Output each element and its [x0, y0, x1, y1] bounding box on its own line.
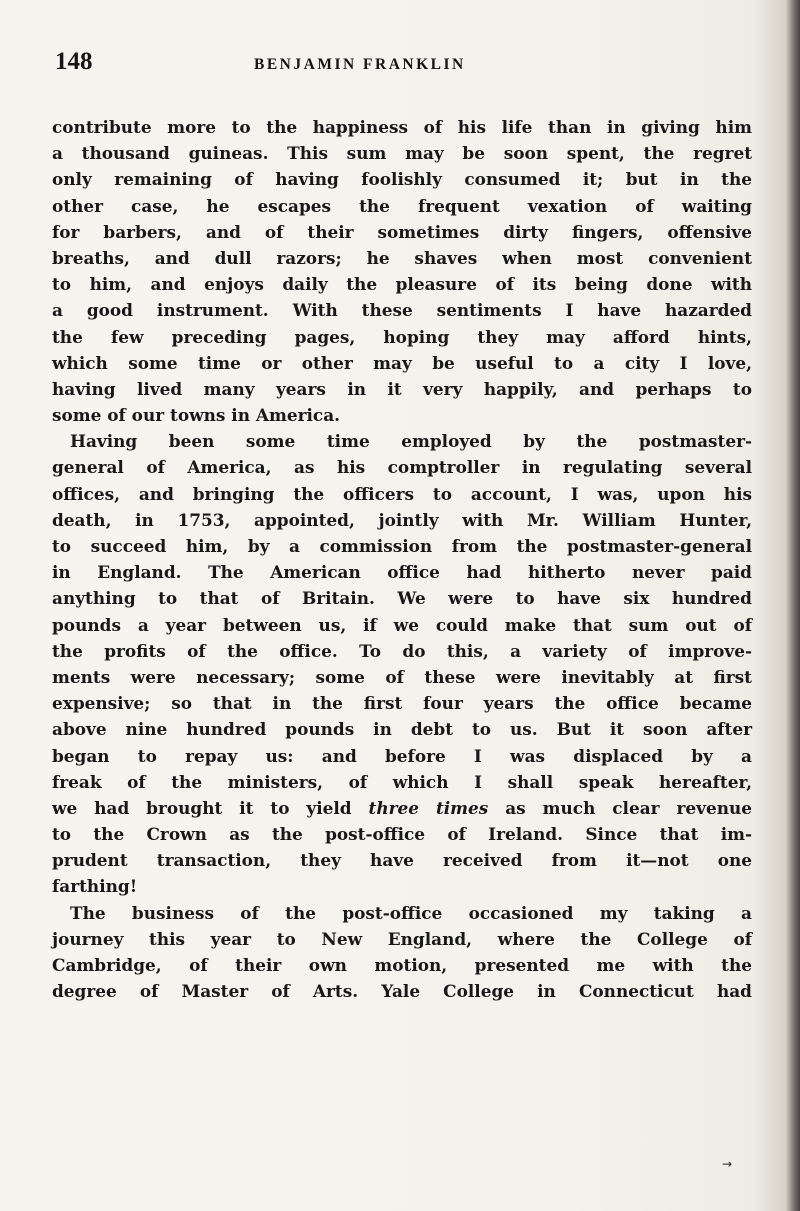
text-line: for barbers, and of their sometimes dirty fingers, offensive [52, 221, 752, 242]
page-number: 148 [55, 48, 93, 75]
text-line: anything to that of Britain. We were to have six hundred [52, 588, 752, 609]
text-line: only remaining of having foolishly consumed it; but in the [52, 169, 752, 190]
text-line: The business of the post-office occasioned my taking a [70, 902, 752, 923]
catchword-mark: → [722, 1157, 733, 1171]
text-line: pounds a year between us, if we could make that sum out of [52, 614, 752, 635]
text-line: Cambridge, of their own motion, presented me with the [52, 955, 752, 975]
body-text [52, 114, 752, 1004]
text-line: which some time or other may be useful to a city I love, [52, 352, 752, 373]
text-line: we had brought it to yield three times as much clear revenue [52, 797, 753, 818]
text-line: death, in 1753, appointed, jointly with Mr. William Hunter, [52, 509, 752, 530]
text-line: ments were necessary; some of these were inevitably at first [52, 666, 752, 687]
text-line: some of our towns in America. [52, 405, 341, 426]
text-line: prudent transaction, they have received from it—not one [52, 850, 752, 871]
text-line: above nine hundred pounds in debt to us. But it soon after [52, 719, 752, 740]
text-line: general of America, as his comptroller in regulating several [52, 457, 752, 478]
text-line: to him, and enjoys daily the pleasure of its being done with [52, 274, 752, 295]
text-line: to the Crown as the post-office of Ireland. Since that im- [52, 824, 752, 845]
text-line: other case, he escapes the frequent vexation of waiting [52, 195, 752, 216]
text-line: the profits of the office. To do this, a variety of improve- [52, 640, 752, 661]
text-line: farthing! [52, 876, 138, 897]
text-line: breaths, and dull razors; he shaves when most convenient [52, 247, 752, 268]
page-header [55, 48, 745, 88]
text-line: the few preceding pages, hoping they may afford hints, [52, 326, 752, 347]
page-edge-shadow [786, 0, 800, 1211]
running-head: BENJAMIN FRANKLIN [254, 56, 466, 73]
text-line: began to repay us: and before I was displaced by a [52, 745, 752, 766]
italic-phrase: three times [368, 797, 489, 818]
text-line: having lived many years in it very happily, and perhaps to [52, 378, 752, 399]
text-line: a thousand guineas. This sum may be soon spent, the regret [52, 143, 752, 164]
text-line: contribute more to the happiness of his life than in giving him [52, 117, 752, 137]
text-line: in England. The American office had hitherto never paid [52, 562, 752, 583]
text-line: offices, and bringing the officers to account, I was, upon his [52, 483, 752, 504]
text-line: journey this year to New England, where the College of [52, 928, 752, 949]
text-line: expensive; so that in the first four years the office became [52, 693, 752, 714]
text-line: freak of the ministers, of which I shall speak hereafter, [52, 771, 752, 792]
text-line: Having been some time employed by the postmaster- [70, 431, 752, 452]
text-line: degree of Master of Arts. Yale College in Connecticut had [52, 981, 752, 1002]
text-line: to succeed him, by a commission from the postmaster-general [52, 536, 752, 556]
text-line: a good instrument. With these sentiments I have hazarded [52, 300, 752, 321]
